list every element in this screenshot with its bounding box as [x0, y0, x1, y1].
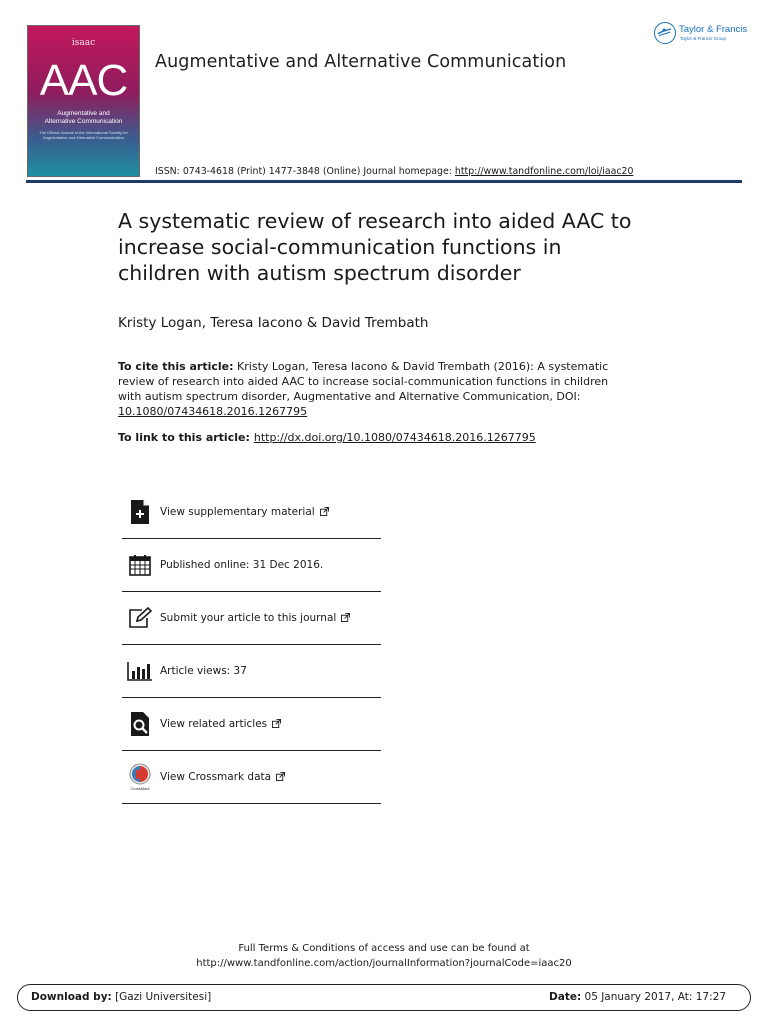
- download-date: [549, 991, 726, 1003]
- publisher-name: Taylor & Francis: [679, 24, 748, 35]
- taylor-francis-icon: [654, 22, 676, 44]
- journal-cover-image: [27, 25, 140, 177]
- search-document-icon: [126, 710, 154, 738]
- article-views-label: Article views: 37: [160, 665, 247, 677]
- cover-tagline: The Official Journal of the International Society for Augmentative and Alternative Communication: [39, 130, 128, 141]
- calendar-icon: [126, 551, 154, 579]
- published-online-label: Published online: 31 Dec 2016.: [160, 559, 324, 571]
- cover-acronym: AAC: [39, 56, 128, 105]
- file-plus-icon: [126, 498, 154, 526]
- cover-subtitle-line2: Alternative Communication: [44, 118, 123, 126]
- article-doi-link[interactable]: http://dx.doi.org/10.1080/07434618.2016.1267795: [253, 431, 536, 444]
- citation-block: [118, 359, 628, 419]
- download-label: Download by:: [31, 991, 112, 1003]
- journal-homepage-link[interactable]: http://www.tandfonline.com/loi/iaac20: [454, 166, 634, 177]
- article-title: A systematic review of research into aided AAC to increase social-communication functions in children with autism spectrum disorder: [118, 209, 632, 285]
- edit-icon: [126, 604, 154, 632]
- journal-title: Augmentative and Alternative Communication: [155, 52, 567, 72]
- date-label: Date:: [549, 991, 582, 1003]
- external-link-icon: [276, 772, 285, 781]
- crossmark-link[interactable]: [122, 751, 381, 804]
- submit-article-label: Submit your article to this journal: [160, 612, 337, 624]
- supplementary-material-label: View supplementary material: [160, 506, 315, 518]
- publisher-group: Taylor & Francis Group: [680, 36, 727, 41]
- issn-line: [155, 166, 633, 177]
- published-online-item: [122, 539, 381, 592]
- article-authors: Kristy Logan, Teresa Iacono & David Trembath: [118, 315, 429, 331]
- external-link-icon: [341, 613, 350, 622]
- publisher-logo: [654, 22, 750, 48]
- external-link-icon: [320, 507, 329, 516]
- citation-text: Kristy Logan, Teresa Iacono & David Trembath (2016): A systematic review of research into aided AAC to increase social-communication functions in children with autism spectrum disorder, Augmentative and Alternative Communication, DOI:: [118, 360, 609, 403]
- submit-article-link[interactable]: [122, 592, 381, 645]
- external-link-icon: [272, 719, 281, 728]
- download-value: [Gazi Universitesi]: [111, 991, 212, 1003]
- supplementary-material-link[interactable]: [122, 486, 381, 539]
- terms-line-1: Full Terms & Conditions of access and use can be found at: [238, 943, 530, 954]
- terms-link[interactable]: http://www.tandfonline.com/action/journalInformation?journalCode=iaac20: [196, 958, 572, 969]
- citation-doi-link[interactable]: 10.1080/07434618.2016.1267795: [118, 405, 308, 418]
- crossmark-label: View Crossmark data: [160, 771, 272, 783]
- crossmark-icon: [126, 763, 154, 791]
- cover-subtitle-line1: Augmentative and: [57, 110, 110, 117]
- header-divider: [26, 180, 742, 183]
- link-label: To link to this article:: [118, 431, 250, 444]
- download-info: [31, 991, 211, 1003]
- crossmark-caption: CrossMark: [130, 786, 150, 791]
- article-views-item: [122, 645, 381, 698]
- citation-label: To cite this article:: [118, 360, 234, 373]
- related-articles-label: View related articles: [160, 718, 268, 730]
- cover-society-logo: isaac: [71, 38, 96, 48]
- date-value: 05 January 2017, At: 17:27: [581, 991, 726, 1003]
- bar-chart-icon: [126, 657, 154, 685]
- related-articles-link[interactable]: [122, 698, 381, 751]
- article-link-line: [118, 431, 536, 444]
- cover-subtitle: [32, 110, 135, 126]
- download-footer: [17, 984, 751, 1011]
- article-actions-list: [122, 486, 381, 804]
- issn-text: ISSN: 0743-4618 (Print) 1477-3848 (Online) Journal homepage:: [155, 166, 455, 177]
